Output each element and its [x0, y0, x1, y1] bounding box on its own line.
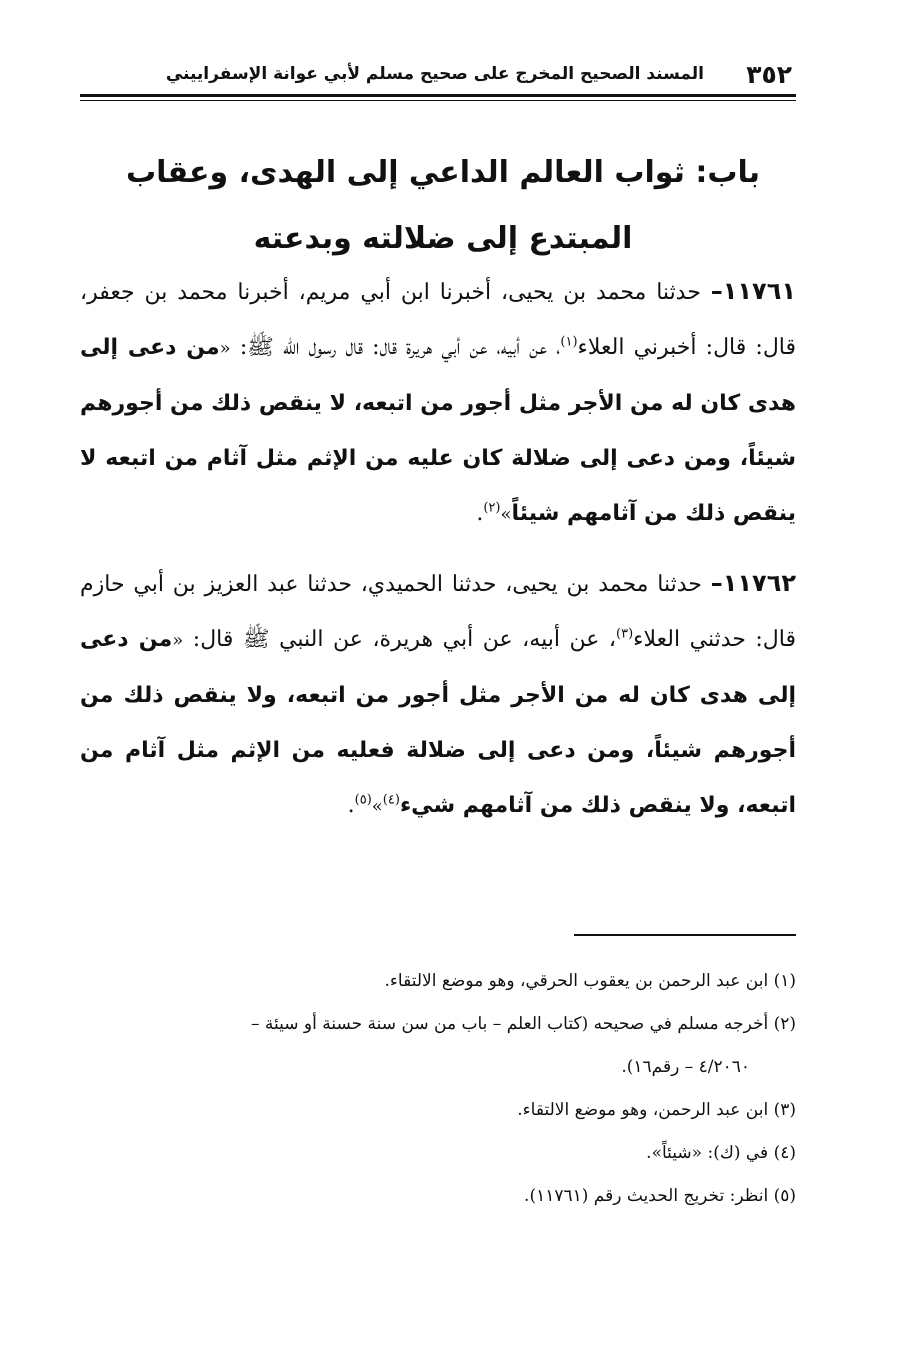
- footnote-5: (٥) انظر: تخريج الحديث رقم (١١٧٦١).: [524, 1186, 796, 1206]
- chapter-title: ثواب العالم الداعي إلى الهدى، وعقاب المبتدع إلى ضلالته وبدعته: [125, 155, 685, 256]
- footnote-4: (٤) في (ك): «شيئاً».: [646, 1143, 796, 1163]
- page-header: [80, 58, 796, 94]
- footnote-2-continuation: ٤/٢٠٦٠ – رقم١٦).: [621, 1057, 750, 1077]
- footnote-ref: (١): [560, 334, 578, 350]
- hadith-isnad: حدثنا محمد بن يحيى، حدثنا الحميدي، حدثنا عبد العزيز بن أبي حازم قال: حدثني العلاء: [80, 572, 797, 652]
- running-title: المسند الصحيح المخرج على صحيح مسلم لأبي عوانة الإسفراييني: [165, 64, 704, 84]
- footnote-ref: (٤): [382, 792, 400, 808]
- hadith-matn: من دعى إلى هدى كان له من الأجر مثل أجور من اتبعه، ولا ينقص ذلك من أجورهم شيئاً، ومن دعى إلى ضلالة فعليه من الإثم مثل آثام من اتبعه، ولا ينقص ذلك من آثامهم شيء: [80, 627, 796, 818]
- hadith-isnad-cont: ، عن أبيه، عن أبي هريرة قال: قال رسول الله ﷺ:: [230, 335, 561, 360]
- hadith-matn: من دعى إلى هدى كان له من الأجر مثل أجور من اتبعه، لا ينقص ذلك من أجورهم شيئاً، ومن دعى إلى ضلالة كان عليه من الإثم مثل آثام من اتبعه لا ينقص ذلك من آثامهم شيئاً: [80, 335, 796, 526]
- hadith-11762: [80, 556, 796, 834]
- page-number: ٣٥٢: [746, 60, 792, 89]
- sentence-end: .: [476, 501, 484, 526]
- quote-close-mark: »: [500, 504, 512, 525]
- footnote-3: (٣) ابن عبد الرحمن، وهو موضع الالتقاء.: [517, 1100, 796, 1120]
- footnote-2: (٢) أخرجه مسلم في صحيحه (كتاب العلم – باب من سن سنة حسنة أو سيئة –: [250, 1014, 796, 1034]
- footnote-ref: (٣): [616, 626, 634, 642]
- chapter-heading: [90, 140, 796, 272]
- footnote-separator: [574, 934, 796, 936]
- chapter-lead: باب:: [695, 155, 761, 190]
- footnote-ref: (٢): [483, 500, 501, 516]
- header-rule-thick: [80, 94, 796, 97]
- quote-open-mark: «: [172, 630, 184, 651]
- hadith-11761: [80, 264, 796, 542]
- hadith-number: ١١٧٦٢–: [710, 569, 796, 597]
- footnotes: [80, 960, 796, 1218]
- header-rule-thin: [80, 100, 796, 101]
- sentence-end: .: [347, 793, 355, 818]
- hadith-isnad: حدثنا محمد بن يحيى، أخبرنا ابن أبي مريم، أخبرنا محمد بن جعفر، قال: قال: أخبرني العلاء: [80, 280, 797, 360]
- quote-open-mark: «: [219, 338, 231, 359]
- hadith-isnad-cont: ، عن أبيه، عن أبي هريرة، عن النبي ﷺ قال:: [183, 627, 617, 652]
- hadith-number: ١١٧٦١–: [710, 277, 796, 305]
- footnote-1: (١) ابن عبد الرحمن بن يعقوب الحرقي، وهو موضع الالتقاء.: [384, 971, 796, 991]
- quote-close-mark: »: [371, 796, 383, 817]
- footnote-ref: (٥): [354, 792, 372, 808]
